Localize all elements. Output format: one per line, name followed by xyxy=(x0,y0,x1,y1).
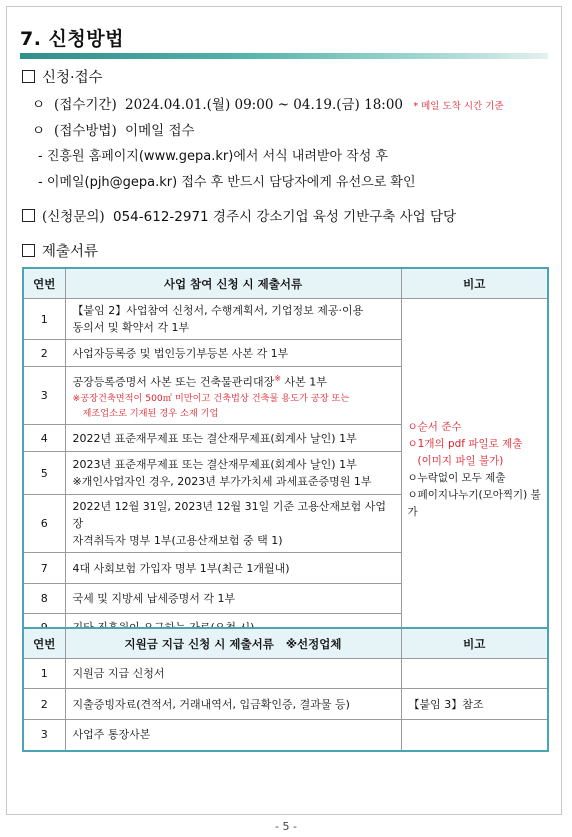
row-desc-line: 자격취득자 명부 1부(고용산재보험 중 택 1) xyxy=(72,534,283,547)
checkbox-square-icon xyxy=(22,244,35,257)
col-header-num: 연번 xyxy=(23,628,65,659)
docs-heading-text: 제출서류 xyxy=(42,244,99,260)
row-desc-line: 2022년 12월 31일, 2023년 12월 31일 기준 고용산재보험 사업장 xyxy=(72,500,386,530)
row-desc-line: ※개인사업자인 경우, 2023년 부가가치세 과세표준증명원 1부 xyxy=(72,475,372,488)
row-desc xyxy=(65,299,401,340)
row-desc: 사업주 통장사본 xyxy=(65,720,401,751)
row-num: 6 xyxy=(23,495,65,553)
col-header-num: 연번 xyxy=(23,268,65,299)
period-note: * 메일 도착 시간 기준 xyxy=(413,101,504,112)
remark-order: ㅇ순서 준수 xyxy=(407,421,462,434)
row-desc-line xyxy=(73,370,394,391)
row-desc xyxy=(65,367,401,425)
remark-no-omission: ㅇ누락없이 모두 제출 xyxy=(407,472,506,485)
row-desc-line: 동의서 및 확약서 각 1부 xyxy=(72,321,190,334)
table-header-row xyxy=(23,268,548,299)
row-desc-line: 【붙임 2】사업참여 신청서, 수행계획서, 기업정보 제공·이용 xyxy=(72,304,364,317)
grant-payment-docs-table xyxy=(22,627,549,752)
row-remark xyxy=(401,659,548,689)
row-num: 3 xyxy=(23,367,65,425)
row-num: 1 xyxy=(23,299,65,340)
method-line xyxy=(32,119,195,139)
footnote-mark: ※ xyxy=(274,374,281,384)
row-num: 2 xyxy=(23,340,65,367)
col-header-remark: 비고 xyxy=(401,628,548,659)
table-row xyxy=(23,720,548,751)
row-desc: 4대 사회보험 가입자 명부 1부(최근 1개월내) xyxy=(65,553,401,584)
row-num: 3 xyxy=(23,720,65,751)
section-title: 7. 신청방법 xyxy=(20,28,124,50)
row-desc-text: 공장등록증명서 사본 또는 건축물관리대장 xyxy=(72,375,275,389)
inquiry-line xyxy=(22,205,456,225)
remark-no-image: (이미지 파일 불가) xyxy=(417,455,504,468)
inquiry-value: 054-612-2971 경주시 강소기업 육성 기반구축 사업 담당 xyxy=(113,209,457,225)
checkbox-square-icon xyxy=(22,209,35,222)
apply-heading-text: 신청·접수 xyxy=(42,70,103,86)
method-dash-2: - 이메일(pjh@gepa.kr) 접수 후 반드시 담당자에게 유선으로 확인 xyxy=(38,175,416,190)
row-note-red: 제조업소로 기재된 경우 소재 기업 xyxy=(82,407,219,419)
table-row xyxy=(23,299,548,340)
row-remark xyxy=(401,720,548,751)
col-header-docs: 지원금 지급 신청 시 제출서류 ※선정업체 xyxy=(65,628,401,659)
row-desc: 지출증빙자료(견적서, 거래내역서, 입금확인증, 결과물 등) xyxy=(65,689,401,720)
table-row xyxy=(23,659,548,689)
title-underline-bar xyxy=(20,53,548,59)
row-desc xyxy=(65,495,401,553)
row-num: 7 xyxy=(23,553,65,584)
method-dash-1: - 진흥원 홈페이지(www.gepa.kr)에서 서식 내려받아 작성 후 xyxy=(38,149,388,164)
row-num: 2 xyxy=(23,689,65,720)
remark-single-pdf: ㅇ1개의 pdf 파일로 제출 xyxy=(407,438,523,451)
row-desc: 2022년 표준재무제표 또는 결산재무제표(회계사 날인) 1부 xyxy=(65,425,401,452)
apply-heading xyxy=(22,66,103,87)
circle-bullet-icon: ㅇ xyxy=(32,123,46,139)
col-header-docs: 사업 참여 신청 시 제출서류 xyxy=(65,268,401,299)
period-label: (접수기간) xyxy=(54,97,117,113)
row-num: 4 xyxy=(23,425,65,452)
remark-no-page-split: ㅇ페이지나누기(모아찍기) 불가 xyxy=(407,489,541,519)
checkbox-square-icon xyxy=(22,70,35,83)
method-label: (접수방법) xyxy=(54,123,117,139)
row-num: 1 xyxy=(23,659,65,689)
table-row xyxy=(23,689,548,720)
docs-heading xyxy=(22,240,98,261)
page-number: - 5 - xyxy=(275,820,297,833)
row-desc: 지원금 지급 신청서 xyxy=(65,659,401,689)
row-desc: 국세 및 지방세 납세증명서 각 1부 xyxy=(65,584,401,614)
inquiry-label: (신청문의) xyxy=(42,209,105,225)
row-remark: 【붙임 3】참조 xyxy=(401,689,548,720)
submission-docs-table xyxy=(22,267,549,644)
method-value: 이메일 접수 xyxy=(125,123,195,139)
col-header-remark: 비고 xyxy=(401,268,548,299)
table-header-row xyxy=(23,628,548,659)
row-desc xyxy=(65,452,401,495)
remark-cell xyxy=(401,299,548,643)
row-desc-line: 2023년 표준재무제표 또는 결산재무제표(회계사 날인) 1부 xyxy=(72,458,357,471)
period-value: 2024.04.01.(월) 09:00 ~ 04.19.(금) 18:00 xyxy=(125,97,404,113)
period-line xyxy=(32,93,504,113)
row-desc-text: 사본 1부 xyxy=(280,375,327,389)
row-num: 8 xyxy=(23,584,65,614)
row-num: 5 xyxy=(23,452,65,495)
row-note-red: ※공장건축면적이 500㎡ 미만이고 건축법상 건축물 용도가 공장 또는 xyxy=(72,392,350,404)
circle-bullet-icon: ㅇ xyxy=(32,97,46,113)
row-desc: 사업자등록증 및 법인등기부등본 사본 각 1부 xyxy=(65,340,401,367)
